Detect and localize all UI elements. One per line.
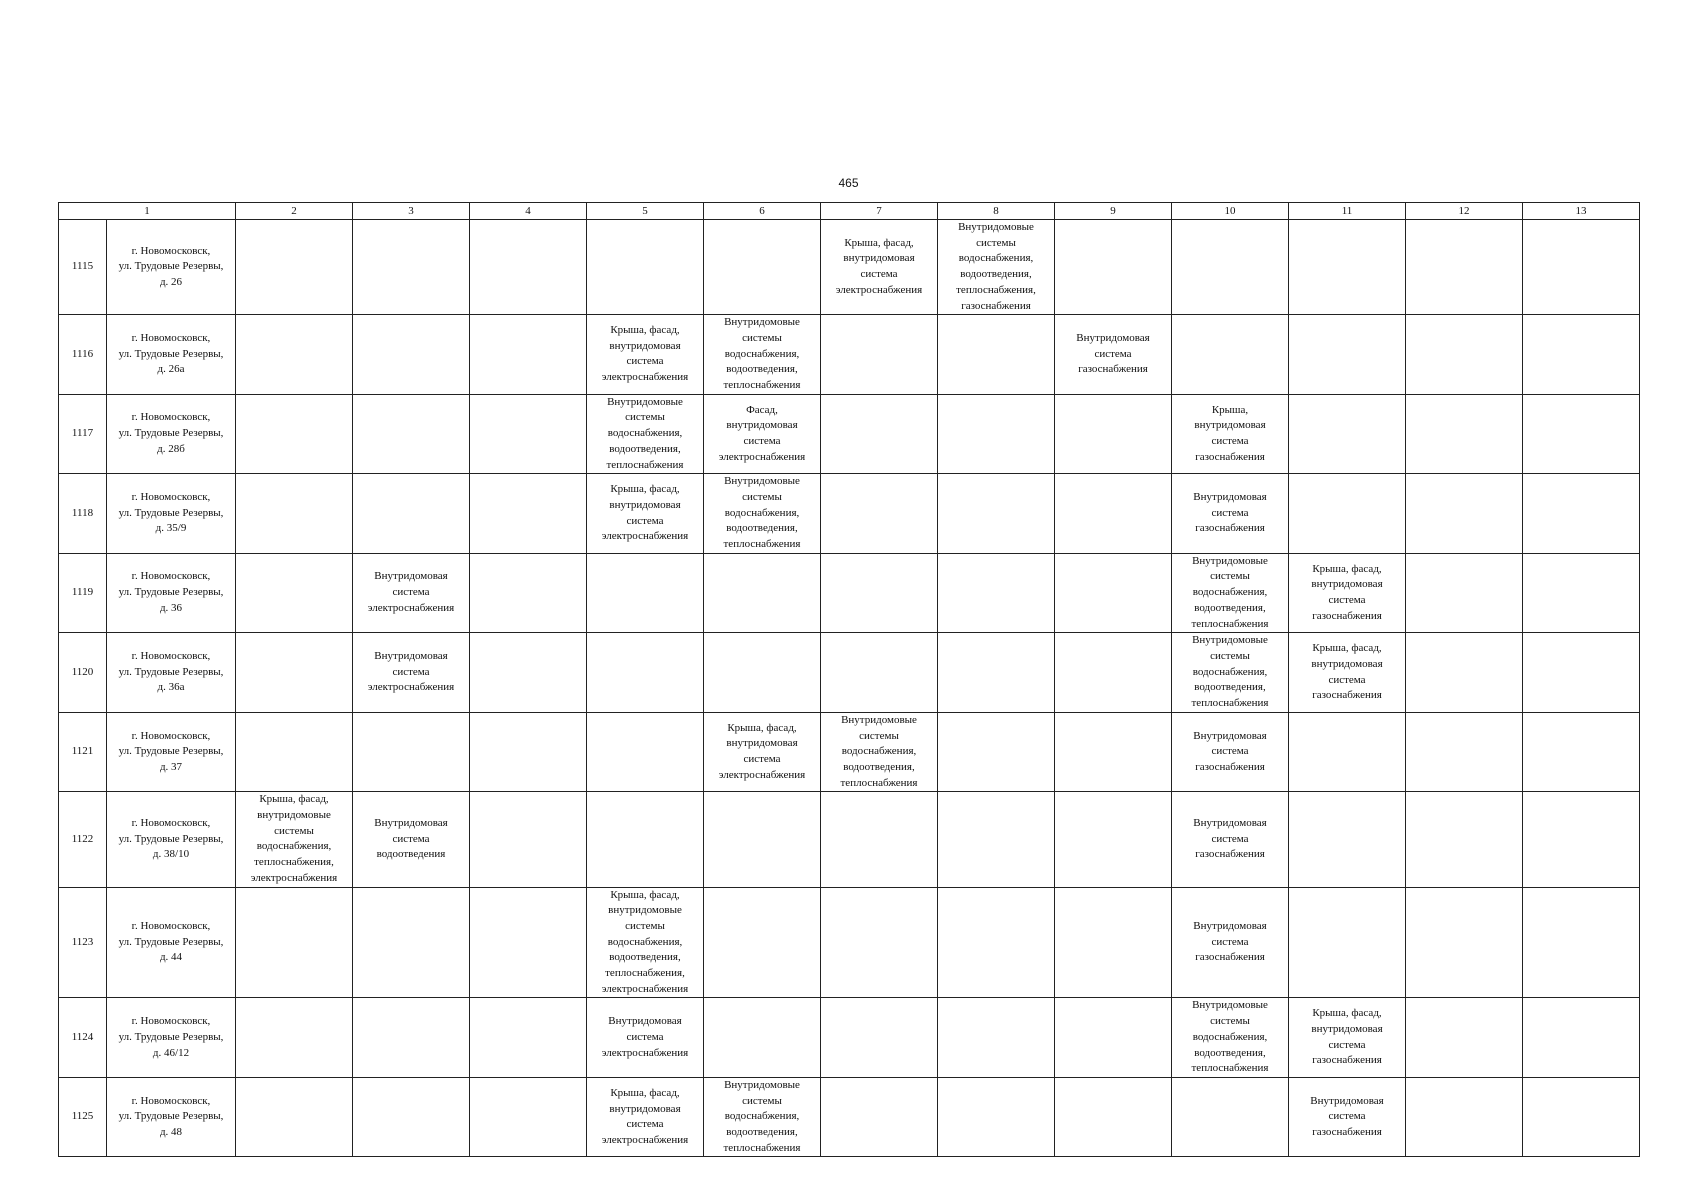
work-cell-col-4 [470, 220, 587, 315]
header-row [59, 203, 1640, 220]
work-cell-col-10: Крыша, внутридомовая система газоснабжения [1172, 394, 1289, 474]
work-cell-col-13 [1523, 220, 1640, 315]
work-cell-col-6: Внутридомовые системы водоснабжения, водоотведения, теплоснабжения [704, 474, 821, 554]
work-cell-col-12 [1406, 553, 1523, 633]
work-cell-col-10: Внутридомовая система газоснабжения [1172, 712, 1289, 792]
table-row [59, 887, 1640, 998]
work-cell-col-7 [821, 315, 938, 395]
work-cell-col-8 [938, 553, 1055, 633]
work-cell-col-8 [938, 998, 1055, 1078]
work-cell-col-6 [704, 887, 821, 998]
address-cell: г. Новомосковск, ул. Трудовые Резервы, д. 37 [107, 712, 236, 792]
work-cell-col-10: Внутридомовые системы водоснабжения, водоотведения, теплоснабжения [1172, 998, 1289, 1078]
work-cell-col-9: Внутридомовая система газоснабжения [1055, 315, 1172, 395]
work-cell-col-12 [1406, 998, 1523, 1078]
work-cell-col-11: Крыша, фасад, внутридомовая система газоснабжения [1289, 553, 1406, 633]
work-cell-col-10: Внутридомовая система газоснабжения [1172, 474, 1289, 554]
row-number: 1119 [59, 553, 107, 633]
work-cell-col-7 [821, 1077, 938, 1157]
work-cell-col-4 [470, 712, 587, 792]
work-cell-col-13 [1523, 315, 1640, 395]
work-cell-col-13 [1523, 553, 1640, 633]
work-cell-col-2 [236, 474, 353, 554]
column-header-12: 12 [1406, 203, 1523, 220]
address-cell: г. Новомосковск, ул. Трудовые Резервы, д. 46/12 [107, 998, 236, 1078]
work-cell-col-13 [1523, 394, 1640, 474]
work-cell-col-6 [704, 998, 821, 1078]
row-number: 1121 [59, 712, 107, 792]
row-number: 1115 [59, 220, 107, 315]
work-cell-col-10 [1172, 315, 1289, 395]
column-header-13: 13 [1523, 203, 1640, 220]
work-cell-col-10: Внутридомовые системы водоснабжения, водоотведения, теплоснабжения [1172, 633, 1289, 713]
work-cell-col-11: Внутридомовая система газоснабжения [1289, 1077, 1406, 1157]
work-cell-col-11 [1289, 474, 1406, 554]
work-cell-col-13 [1523, 474, 1640, 554]
work-cell-col-5: Крыша, фасад, внутридомовая система электроснабжения [587, 315, 704, 395]
table-row [59, 712, 1640, 792]
work-cell-col-12 [1406, 712, 1523, 792]
column-header-10: 10 [1172, 203, 1289, 220]
work-cell-col-11: Крыша, фасад, внутридомовая система газоснабжения [1289, 998, 1406, 1078]
work-cell-col-11 [1289, 792, 1406, 887]
work-cell-col-2 [236, 998, 353, 1078]
work-cell-col-8 [938, 315, 1055, 395]
work-cell-col-6 [704, 792, 821, 887]
work-cell-col-2 [236, 394, 353, 474]
work-cell-col-2 [236, 1077, 353, 1157]
work-cell-col-7: Внутридомовые системы водоснабжения, водоотведения, теплоснабжения [821, 712, 938, 792]
work-cell-col-8 [938, 394, 1055, 474]
column-header-6: 6 [704, 203, 821, 220]
work-cell-col-12 [1406, 792, 1523, 887]
table-row [59, 633, 1640, 713]
work-cell-col-2 [236, 887, 353, 998]
work-cell-col-8 [938, 792, 1055, 887]
work-cell-col-10: Внутридомовая система газоснабжения [1172, 792, 1289, 887]
work-cell-col-5: Внутридомовая система электроснабжения [587, 998, 704, 1078]
page-number: 465 [838, 176, 859, 190]
table-row [59, 998, 1640, 1078]
work-cell-col-7 [821, 792, 938, 887]
work-cell-col-13 [1523, 1077, 1640, 1157]
work-cell-col-3 [353, 474, 470, 554]
column-header-5: 5 [587, 203, 704, 220]
address-cell: г. Новомосковск, ул. Трудовые Резервы, д. 36 [107, 553, 236, 633]
work-cell-col-11 [1289, 220, 1406, 315]
work-cell-col-13 [1523, 633, 1640, 713]
work-cell-col-6: Фасад, внутридомовая система электроснабжения [704, 394, 821, 474]
work-cell-col-9 [1055, 474, 1172, 554]
row-number: 1125 [59, 1077, 107, 1157]
column-header-9: 9 [1055, 203, 1172, 220]
work-cell-col-5 [587, 553, 704, 633]
work-cell-col-12 [1406, 315, 1523, 395]
work-cell-col-3 [353, 998, 470, 1078]
work-cell-col-8 [938, 474, 1055, 554]
work-cell-col-2 [236, 633, 353, 713]
work-cell-col-5 [587, 712, 704, 792]
work-cell-col-8 [938, 1077, 1055, 1157]
table-row [59, 553, 1640, 633]
work-cell-col-8 [938, 887, 1055, 998]
work-cell-col-11: Крыша, фасад, внутридомовая система газоснабжения [1289, 633, 1406, 713]
work-cell-col-5: Крыша, фасад, внутридомовая система электроснабжения [587, 1077, 704, 1157]
work-cell-col-12 [1406, 1077, 1523, 1157]
work-cell-col-9 [1055, 887, 1172, 998]
work-cell-col-3 [353, 315, 470, 395]
work-cell-col-7 [821, 998, 938, 1078]
address-cell: г. Новомосковск, ул. Трудовые Резервы, д. 28б [107, 394, 236, 474]
row-number: 1124 [59, 998, 107, 1078]
table-row [59, 1077, 1640, 1157]
column-header-7: 7 [821, 203, 938, 220]
work-cell-col-5 [587, 220, 704, 315]
address-cell: г. Новомосковск, ул. Трудовые Резервы, д. 36а [107, 633, 236, 713]
work-cell-col-5 [587, 792, 704, 887]
work-cell-col-13 [1523, 792, 1640, 887]
work-cell-col-13 [1523, 887, 1640, 998]
work-cell-col-9 [1055, 220, 1172, 315]
work-cell-col-6 [704, 220, 821, 315]
table-row [59, 474, 1640, 554]
work-cell-col-4 [470, 474, 587, 554]
work-cell-col-7 [821, 633, 938, 713]
work-cell-col-3: Внутридомовая система электроснабжения [353, 553, 470, 633]
work-cell-col-7 [821, 887, 938, 998]
table-row [59, 315, 1640, 395]
work-cell-col-6 [704, 633, 821, 713]
work-cell-col-12 [1406, 633, 1523, 713]
work-cell-col-4 [470, 553, 587, 633]
row-number: 1122 [59, 792, 107, 887]
column-header-8: 8 [938, 203, 1055, 220]
work-cell-col-12 [1406, 394, 1523, 474]
work-cell-col-3 [353, 394, 470, 474]
table-row [59, 394, 1640, 474]
row-number: 1117 [59, 394, 107, 474]
work-cell-col-4 [470, 394, 587, 474]
work-cell-col-9 [1055, 998, 1172, 1078]
work-cell-col-12 [1406, 220, 1523, 315]
work-cell-col-3 [353, 887, 470, 998]
work-cell-col-3: Внутридомовая система водоотведения [353, 792, 470, 887]
row-number: 1116 [59, 315, 107, 395]
work-cell-col-6: Внутридомовые системы водоснабжения, водоотведения, теплоснабжения [704, 1077, 821, 1157]
column-header-2: 2 [236, 203, 353, 220]
work-cell-col-7: Крыша, фасад, внутридомовая система электроснабжения [821, 220, 938, 315]
work-cell-col-2 [236, 553, 353, 633]
work-cell-col-9 [1055, 792, 1172, 887]
work-cell-col-8 [938, 712, 1055, 792]
address-cell: г. Новомосковск, ул. Трудовые Резервы, д. 44 [107, 887, 236, 998]
work-cell-col-6: Внутридомовые системы водоснабжения, водоотведения, теплоснабжения [704, 315, 821, 395]
work-cell-col-9 [1055, 633, 1172, 713]
work-cell-col-3 [353, 220, 470, 315]
work-cell-col-9 [1055, 553, 1172, 633]
work-cell-col-12 [1406, 887, 1523, 998]
work-cell-col-10 [1172, 220, 1289, 315]
work-cell-col-4 [470, 792, 587, 887]
address-cell: г. Новомосковск, ул. Трудовые Резервы, д. 35/9 [107, 474, 236, 554]
work-cell-col-7 [821, 553, 938, 633]
work-cell-col-5: Крыша, фасад, внутридомовые системы водоснабжения, водоотведения, теплоснабжения, электроснабжения [587, 887, 704, 998]
work-cell-col-10: Внутридомовые системы водоснабжения, водоотведения, теплоснабжения [1172, 553, 1289, 633]
table-row [59, 792, 1640, 887]
work-cell-col-11 [1289, 394, 1406, 474]
work-cell-col-3 [353, 712, 470, 792]
capital-repair-table [58, 202, 1640, 1157]
work-cell-col-8: Внутридомовые системы водоснабжения, водоотведения, теплоснабжения, газоснабжения [938, 220, 1055, 315]
work-cell-col-2: Крыша, фасад, внутридомовые системы водоснабжения, теплоснабжения, электроснабжения [236, 792, 353, 887]
column-header-4: 4 [470, 203, 587, 220]
work-cell-col-4 [470, 633, 587, 713]
address-cell: г. Новомосковск, ул. Трудовые Резервы, д. 48 [107, 1077, 236, 1157]
address-cell: г. Новомосковск, ул. Трудовые Резервы, д. 26 [107, 220, 236, 315]
work-cell-col-12 [1406, 474, 1523, 554]
address-cell: г. Новомосковск, ул. Трудовые Резервы, д. 38/10 [107, 792, 236, 887]
table-row [59, 220, 1640, 315]
row-number: 1118 [59, 474, 107, 554]
column-header-11: 11 [1289, 203, 1406, 220]
work-cell-col-10 [1172, 1077, 1289, 1157]
work-cell-col-4 [470, 998, 587, 1078]
work-cell-col-6 [704, 553, 821, 633]
work-cell-col-2 [236, 220, 353, 315]
row-number: 1123 [59, 887, 107, 998]
address-cell: г. Новомосковск, ул. Трудовые Резервы, д. 26а [107, 315, 236, 395]
work-cell-col-4 [470, 887, 587, 998]
work-cell-col-5: Внутридомовые системы водоснабжения, водоотведения, теплоснабжения [587, 394, 704, 474]
work-cell-col-2 [236, 315, 353, 395]
work-cell-col-10: Внутридомовая система газоснабжения [1172, 887, 1289, 998]
work-cell-col-9 [1055, 394, 1172, 474]
work-cell-col-3: Внутридомовая система электроснабжения [353, 633, 470, 713]
column-header-3: 3 [353, 203, 470, 220]
work-cell-col-13 [1523, 998, 1640, 1078]
work-cell-col-6: Крыша, фасад, внутридомовая система электроснабжения [704, 712, 821, 792]
work-cell-col-13 [1523, 712, 1640, 792]
work-cell-col-2 [236, 712, 353, 792]
work-cell-col-8 [938, 633, 1055, 713]
work-cell-col-11 [1289, 887, 1406, 998]
work-cell-col-7 [821, 474, 938, 554]
work-cell-col-5: Крыша, фасад, внутридомовая система электроснабжения [587, 474, 704, 554]
work-cell-col-11 [1289, 315, 1406, 395]
work-cell-col-5 [587, 633, 704, 713]
work-cell-col-3 [353, 1077, 470, 1157]
table-body [59, 203, 1640, 1157]
work-cell-col-4 [470, 1077, 587, 1157]
work-cell-col-4 [470, 315, 587, 395]
work-cell-col-9 [1055, 712, 1172, 792]
row-number: 1120 [59, 633, 107, 713]
work-cell-col-7 [821, 394, 938, 474]
work-cell-col-11 [1289, 712, 1406, 792]
column-header-1: 1 [59, 203, 236, 220]
work-cell-col-9 [1055, 1077, 1172, 1157]
